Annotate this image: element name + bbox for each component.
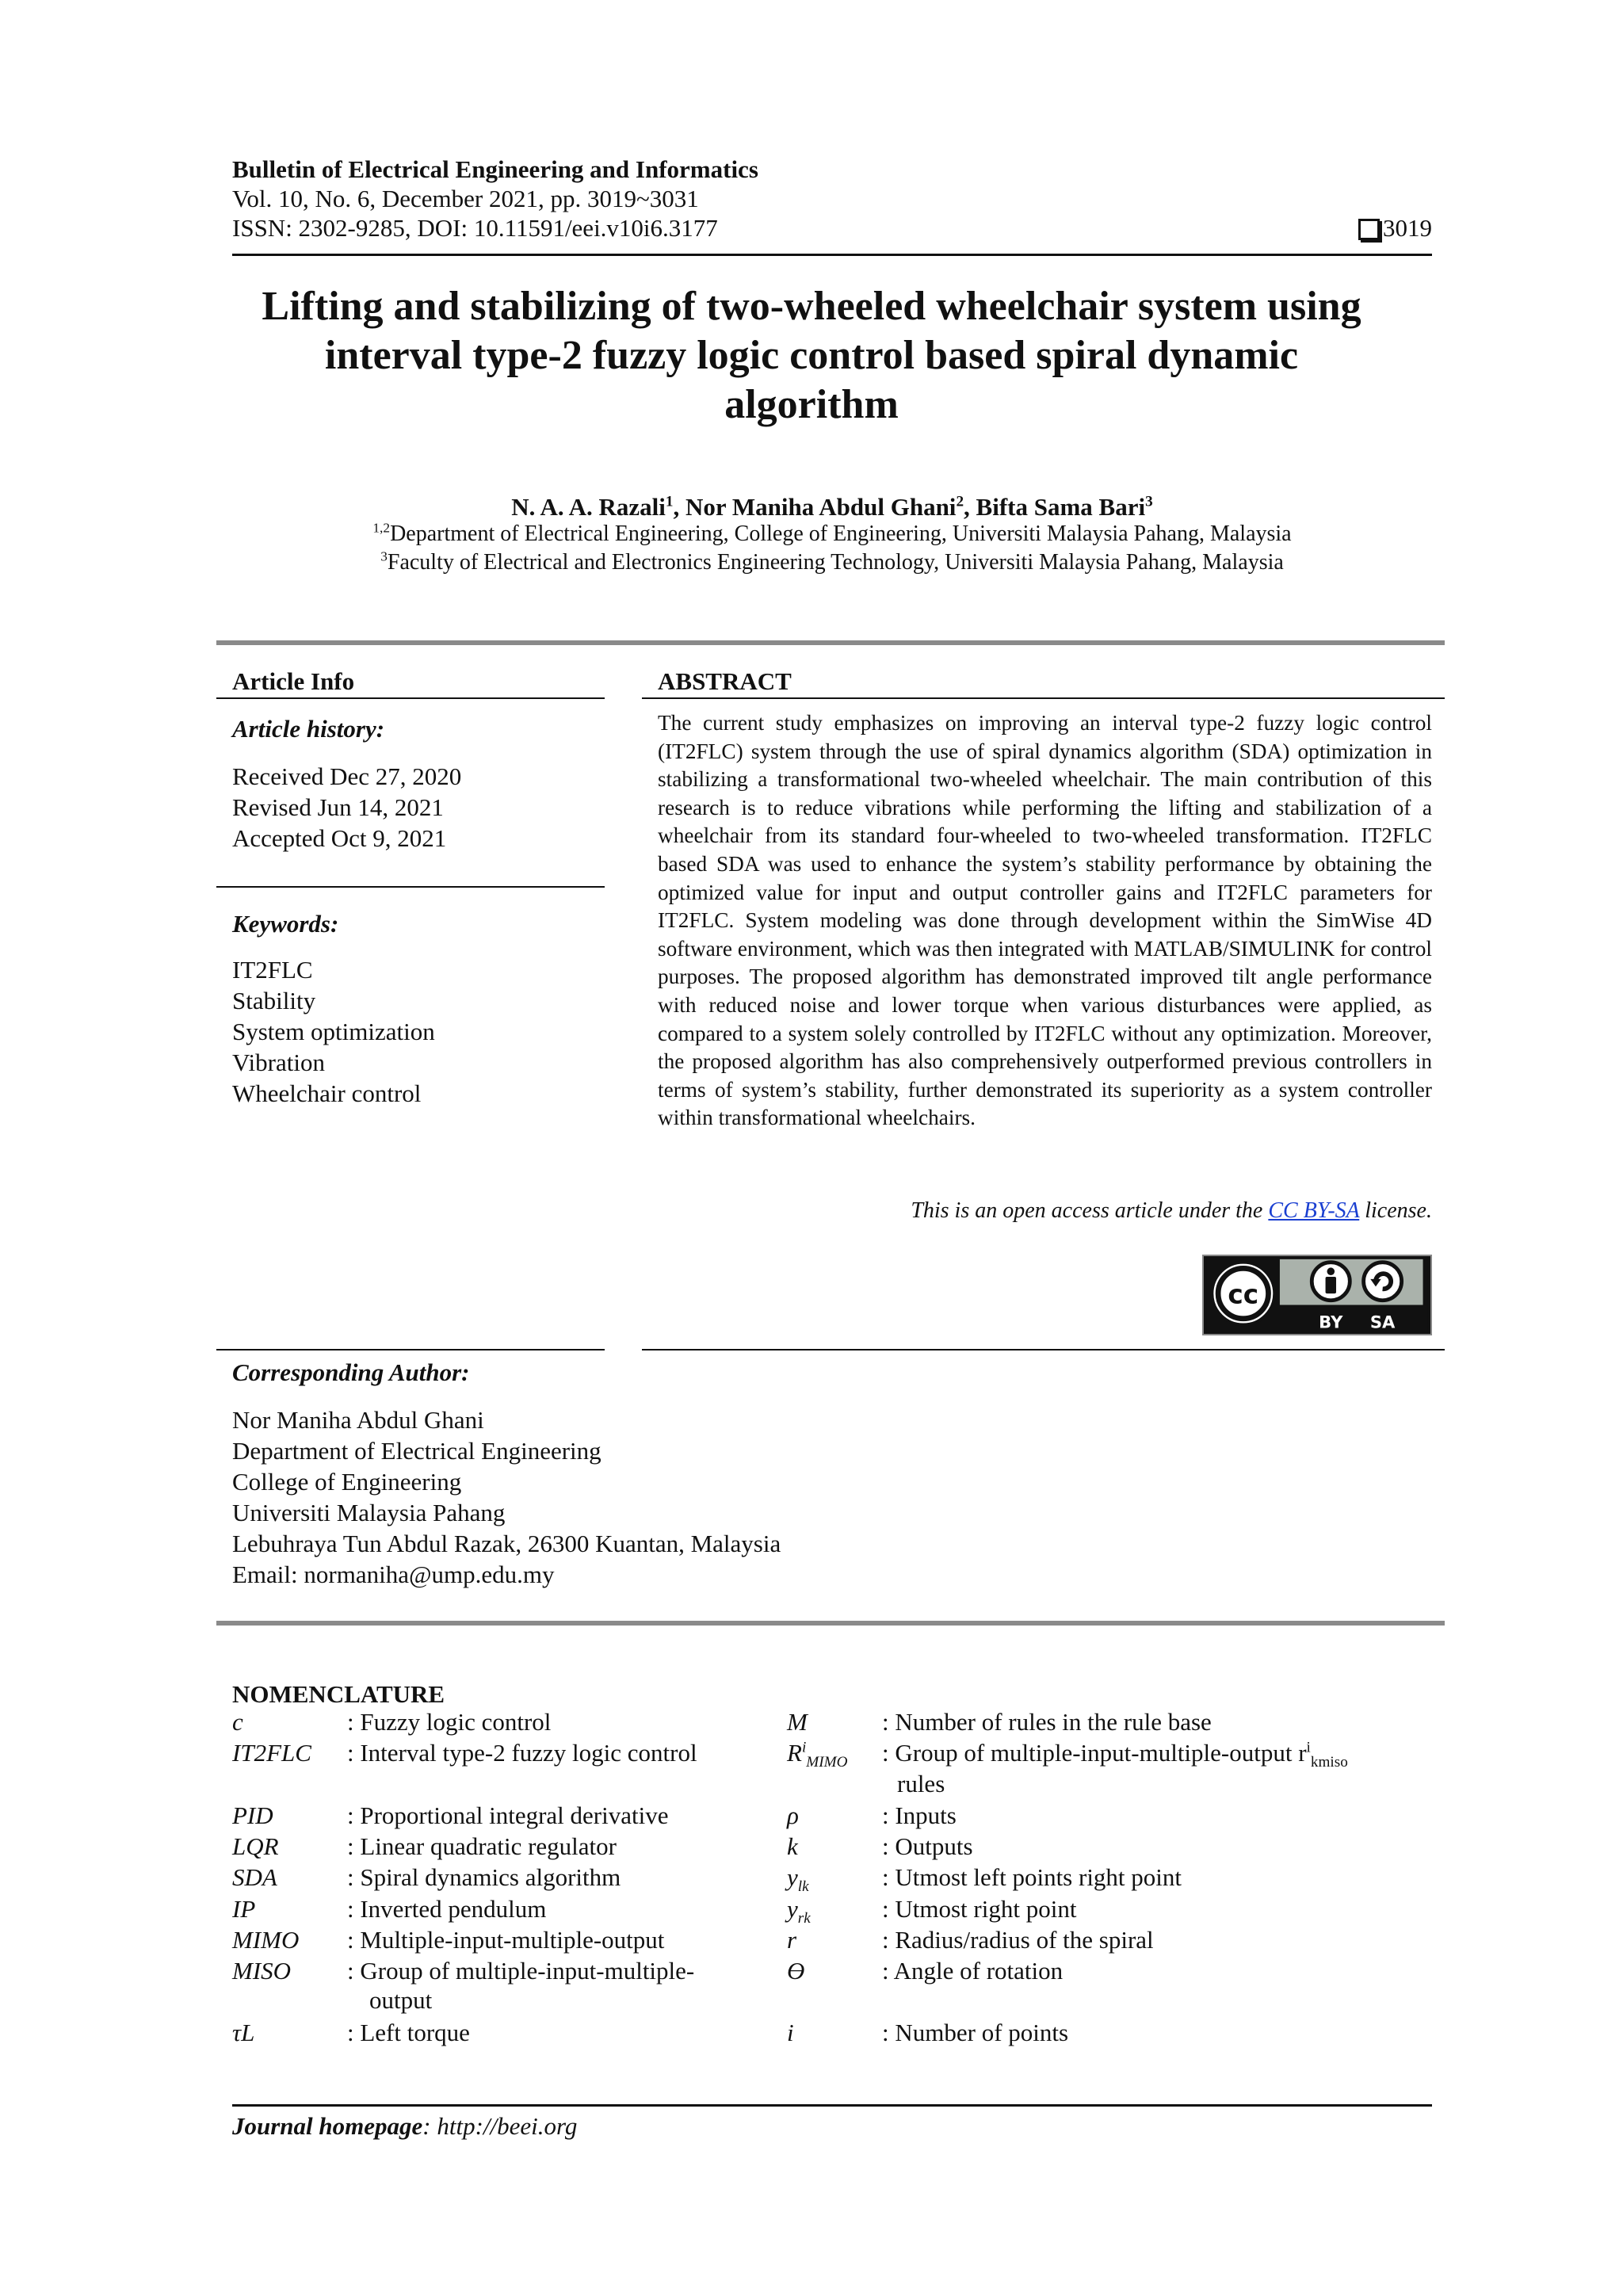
nom-description: : Number of rules in the rule base bbox=[882, 1708, 1212, 1736]
nom-symbol-sub: MIMO bbox=[806, 1754, 848, 1771]
nom-description: : Spiral dynamics algorithm bbox=[347, 1863, 621, 1891]
nom-description-continued: output bbox=[369, 1986, 433, 2014]
author-line: Universiti Malaysia Pahang bbox=[232, 1499, 506, 1526]
author-line: Nor Maniha Abdul Ghani bbox=[232, 1406, 484, 1434]
author-separator: , bbox=[964, 493, 976, 521]
author-line: College of Engineering bbox=[232, 1468, 462, 1496]
nom-description: : Linear quadratic regulator bbox=[347, 1832, 617, 1860]
homepage-label: Journal homepage bbox=[232, 2112, 423, 2140]
keywords-heading: Keywords: bbox=[232, 910, 339, 938]
header-rule bbox=[232, 254, 1432, 256]
nom-description: : Number of points bbox=[882, 2019, 1069, 2046]
nom-description bbox=[347, 1956, 735, 2015]
author-list bbox=[232, 493, 1432, 521]
nom-description: : Utmost right point bbox=[882, 1895, 1077, 1923]
license-prefix: This is an open access article under the bbox=[911, 1198, 1269, 1223]
nom-symbol: i bbox=[787, 2019, 794, 2046]
abstract-text: The current study emphasizes on improving an interval type-2 fuzzy logic control (IT2FLC) system through the use of spiral dynamics algorithm (SDA) optimization in stabilizing a transformational two-wheeled wheelchair. The main contribution of this research is to reduce vibrations while performing the lifting and stabilization of a wheelchair from its standard four-wheeled to two-wheeled transformation. IT2FLC based SDA was used to enhance the system’s stability performance by obtaining the optimized value for input and output controller gains and IT2FLC parameters for IT2FLC. System modeling was done through development within the SimWise 4D software environment, which was then integrated with MATLAB/SIMULINK for control purposes. The proposed algorithm has demonstrated improved tilt angle performance with reduced noise and lower torque when various disturbances were applied, as compared to a system solely controlled by IT2FLC without any optimization. Moreover, the proposed algorithm has also comprehensively outperformed previous controllers in terms of system’s stability, further demonstrated its superiority as a system controller within transformational wheelchairs. bbox=[658, 711, 1432, 1130]
nom-symbol bbox=[787, 1894, 811, 1927]
nom-description: : Utmost left points right point bbox=[882, 1863, 1182, 1891]
nom-symbol: M bbox=[787, 1708, 808, 1736]
title-line: algorithm bbox=[724, 382, 899, 427]
nom-symbol: k bbox=[787, 1832, 798, 1860]
author-name: N. A. A. Razali bbox=[511, 493, 666, 521]
affiliation-mark: 3 bbox=[380, 548, 388, 564]
corresponding-heading: Corresponding Author: bbox=[232, 1358, 470, 1386]
nom-symbol-base: y bbox=[787, 1895, 798, 1923]
nom-desc-sub: kmiso bbox=[1310, 1754, 1348, 1771]
info-frame-top bbox=[216, 640, 1445, 645]
article-info-heading: Article Info bbox=[232, 667, 355, 695]
author-affil-mark: 2 bbox=[956, 493, 964, 510]
nom-symbol: Ө bbox=[787, 1957, 805, 1985]
history-item: Accepted Oct 9, 2021 bbox=[232, 824, 447, 852]
nom-description: : Proportional integral derivative bbox=[347, 1801, 669, 1829]
nom-description: : Inverted pendulum bbox=[347, 1895, 547, 1923]
nom-symbol: c bbox=[232, 1708, 243, 1736]
divider bbox=[216, 697, 605, 699]
nom-symbol: ρ bbox=[787, 1801, 799, 1829]
cc-by-sa-badge-icon[interactable] bbox=[1202, 1255, 1432, 1335]
nom-symbol-sub: rk bbox=[797, 1910, 811, 1927]
nom-symbol: PID bbox=[232, 1801, 273, 1829]
page-box-icon bbox=[1358, 219, 1380, 240]
keyword: Stability bbox=[232, 987, 316, 1014]
sa-text: SA bbox=[1369, 1312, 1396, 1332]
keyword: System optimization bbox=[232, 1018, 435, 1045]
issn-doi: ISSN: 2302-9285, DOI: 10.11591/eei.v10i6.3177 bbox=[232, 214, 718, 242]
corresponding-details bbox=[232, 1404, 781, 1590]
author-separator: , bbox=[673, 493, 686, 521]
cc-by-sa-link[interactable]: CC BY-SA bbox=[1268, 1198, 1360, 1223]
volume-info: Vol. 10, No. 6, December 2021, pp. 3019~3031 bbox=[232, 185, 699, 212]
affiliation bbox=[232, 521, 1432, 547]
divider bbox=[642, 697, 1445, 699]
page-number bbox=[1358, 214, 1432, 243]
journal-name: Bulletin of Electrical Engineering and Informatics bbox=[232, 155, 758, 183]
nom-symbol-sup: i bbox=[801, 1739, 807, 1756]
nom-description: : Multiple-input-multiple-output bbox=[347, 1926, 665, 1954]
nom-description bbox=[882, 1738, 1437, 1771]
license-statement bbox=[911, 1198, 1432, 1224]
page-number-text: 3019 bbox=[1383, 214, 1432, 242]
author-line: Lebuhraya Tun Abdul Razak, 26300 Kuantan, Malaysia bbox=[232, 1530, 781, 1557]
history-list bbox=[232, 761, 461, 854]
author-affil-mark: 3 bbox=[1145, 493, 1153, 510]
abstract-heading: ABSTRACT bbox=[658, 667, 792, 695]
author-affil-mark: 1 bbox=[665, 493, 674, 510]
nom-symbol-base: y bbox=[787, 1863, 798, 1891]
divider bbox=[216, 886, 605, 888]
history-heading: Article history: bbox=[232, 715, 385, 743]
divider bbox=[216, 1349, 605, 1350]
nom-description-text: : Group of multiple-input-multiple- bbox=[347, 1957, 695, 1985]
by-text: BY bbox=[1319, 1312, 1343, 1332]
nom-symbol: τL bbox=[232, 2019, 255, 2046]
author-line: Department of Electrical Engineering bbox=[232, 1437, 601, 1465]
nom-symbol-base: R bbox=[787, 1739, 802, 1767]
nom-symbol-sub: lk bbox=[797, 1878, 809, 1896]
author-name: Nor Maniha Abdul Ghani bbox=[685, 493, 957, 521]
nom-description: : Left torque bbox=[347, 2019, 470, 2046]
affiliation-text: Department of Electrical Engineering, College of Engineering, Universiti Malaysia Pahang, Malaysia bbox=[390, 521, 1292, 546]
divider bbox=[642, 1349, 1445, 1350]
nom-description-text: : Group of multiple-input-multiple-output r bbox=[882, 1739, 1307, 1767]
nom-symbol: IP bbox=[232, 1895, 256, 1923]
nom-symbol: MISO bbox=[232, 1957, 292, 1985]
affiliation-mark: 1,2 bbox=[372, 520, 391, 536]
nom-description: : Interval type-2 fuzzy logic control bbox=[347, 1739, 697, 1767]
keywords-list bbox=[232, 954, 435, 1109]
keyword: Vibration bbox=[232, 1049, 325, 1076]
journal-homepage bbox=[232, 2112, 577, 2141]
nom-description: : Fuzzy logic control bbox=[347, 1708, 552, 1736]
nom-description: : Inputs bbox=[882, 1801, 957, 1829]
license-suffix: license. bbox=[1359, 1198, 1432, 1223]
paper-title bbox=[198, 282, 1425, 430]
nom-desc-sup: i bbox=[1306, 1739, 1311, 1756]
homepage-url[interactable]: : http://beei.org bbox=[422, 2112, 578, 2140]
history-item: Received Dec 27, 2020 bbox=[232, 762, 462, 790]
nom-symbol: SDA bbox=[232, 1863, 277, 1891]
nom-description: : Angle of rotation bbox=[882, 1957, 1064, 1985]
affiliation-text: Faculty of Electrical and Electronics Engineering Technology, Universiti Malaysia Pahang, Malaysia bbox=[387, 550, 1284, 575]
nom-description-continued: rules bbox=[897, 1770, 945, 1797]
title-line: Lifting and stabilizing of two-wheeled wheelchair system using bbox=[262, 284, 1361, 329]
author-email: Email: normaniha@ump.edu.my bbox=[232, 1561, 555, 1588]
keyword: Wheelchair control bbox=[232, 1079, 422, 1107]
nom-symbol: IT2FLC bbox=[232, 1739, 311, 1767]
affiliation bbox=[232, 550, 1432, 575]
author-name: Bifta Sama Bari bbox=[976, 493, 1146, 521]
keyword: IT2FLC bbox=[232, 956, 313, 984]
nom-symbol: r bbox=[787, 1926, 797, 1954]
nom-description: : Outputs bbox=[882, 1832, 973, 1860]
nom-symbol bbox=[787, 1738, 848, 1771]
nom-description: : Radius/radius of the spiral bbox=[882, 1926, 1154, 1954]
nom-symbol: LQR bbox=[232, 1832, 279, 1860]
nomenclature-heading: NOMENCLATURE bbox=[232, 1680, 445, 1708]
nom-symbol bbox=[787, 1862, 809, 1896]
info-frame-bottom bbox=[216, 1621, 1445, 1626]
nom-symbol: MIMO bbox=[232, 1926, 300, 1954]
history-item: Revised Jun 14, 2021 bbox=[232, 793, 444, 821]
footer-rule bbox=[232, 2104, 1432, 2107]
title-line: interval type-2 fuzzy logic control based spiral dynamic bbox=[324, 333, 1299, 378]
cc-text: cc bbox=[1228, 1279, 1259, 1310]
